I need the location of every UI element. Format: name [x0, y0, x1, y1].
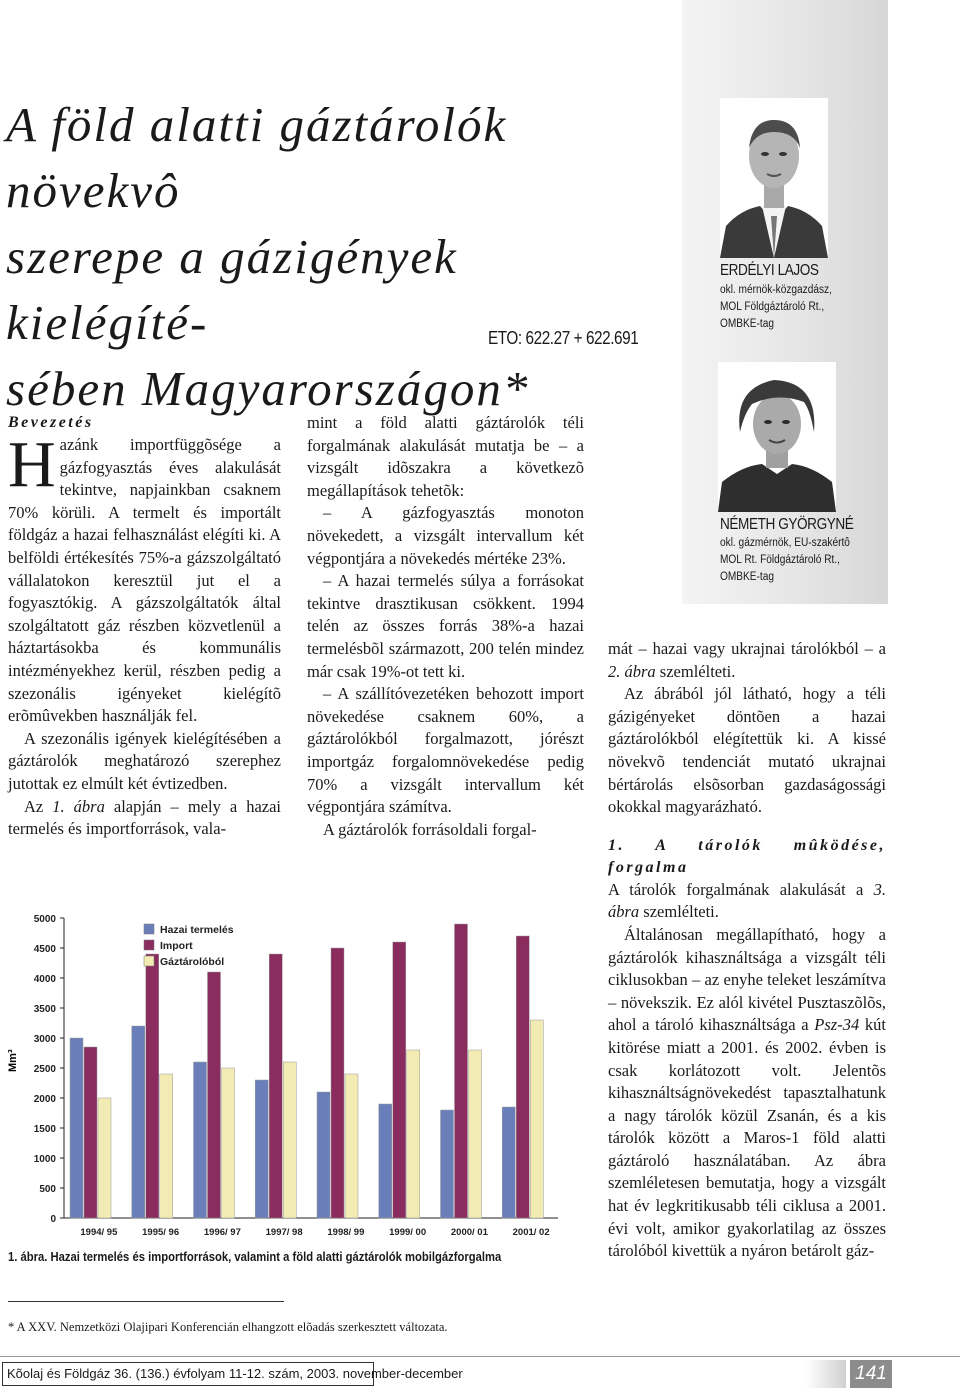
column-1 [8, 412, 281, 841]
author-name: NÉMETH GYÖRGYNÉ [720, 516, 854, 533]
paragraph: – A hazai termelés súlya a forrásokat tekintve drasztikusan csökkent. 1994 telén az összes forrás 38%-a hazai termelésbõl származott, 200 telén mindez már csak 19%-ot tett ki. [307, 571, 584, 681]
x-tick-label: 1997/ 98 [265, 1227, 303, 1238]
paragraph-text: szemlélteti. [639, 902, 719, 922]
author-name: ERDÉLYI LAJOS [720, 262, 819, 279]
bar-hazai-termeles [317, 1092, 330, 1218]
paragraph [608, 879, 886, 924]
y-tick-label: 4500 [33, 944, 56, 955]
bar-import [208, 972, 221, 1218]
bar-gaztarolobol [222, 1068, 235, 1218]
paragraph: – A szállítóvezetéken behozott import növekedése csaknem 60%, a gáztárolókból forgalmazott, jórészt importgáz forgalomnövekedése pedig 70% a vizsgált intervallum két végpontjára számítva. [307, 684, 584, 817]
figure-reference: 3. ábra [608, 879, 886, 922]
legend-label: Hazai termelés [160, 924, 234, 936]
page-stripe [806, 1360, 846, 1388]
y-tick-label: 2000 [33, 1094, 56, 1105]
bar-import [455, 924, 468, 1218]
bar-import [393, 942, 406, 1218]
section-heading: 1. A tárolók mûködése, forgalma [608, 836, 886, 876]
y-tick-label: 1500 [33, 1124, 56, 1135]
chart-bars [70, 924, 543, 1218]
page-number: 141 [850, 1360, 892, 1388]
x-tick-label: 2001/ 02 [512, 1227, 550, 1238]
bar-import [146, 954, 159, 1218]
column-2 [307, 412, 584, 841]
paragraph [608, 924, 886, 1263]
paragraph [8, 428, 281, 728]
paragraph-text: Általánosan megállapítható, hogy a gáztárolók kihasználtsága a vizsgált téli ciklusokban – az enyhe teleket leszámítva – növekszik. Ez alól kivétel Pusztaszõlõs, ahol a tároló kihasználtsága a [608, 924, 886, 1035]
y-tick-label: 500 [39, 1184, 56, 1195]
drop-cap: H [8, 428, 56, 501]
legend-swatch [144, 924, 154, 934]
author-sidebar [682, 0, 888, 604]
y-tick-label: 5000 [33, 914, 56, 925]
author-detail: MOL Földgáztároló Rt., [720, 301, 825, 313]
footnote: * A XXV. Nemzetközi Olajipari Konferencián elhangzott elõadás szerkesztett változata. [8, 1320, 448, 1334]
bar-hazai-termeles [132, 1026, 145, 1218]
journal-footer: Kõolaj és Földgáz 36. (136.) évfolyam 11-12. szám, 2003. november-december [2, 1362, 374, 1386]
x-tick-label: 1994/ 95 [80, 1227, 118, 1238]
paragraph [8, 796, 281, 841]
paragraph-text: Az [24, 796, 53, 816]
legend-swatch [144, 940, 154, 950]
x-tick-label: 1998/ 99 [327, 1227, 365, 1238]
paragraph [608, 638, 886, 683]
bar-hazai-termeles [441, 1110, 454, 1218]
paragraph: A gáztárolók forrásoldali forgal- [323, 819, 537, 839]
x-tick-label: 1999/ 00 [389, 1227, 427, 1238]
bar-hazai-termeles [194, 1062, 207, 1218]
paragraph-text: A tárolók forgalmának alakulását a [608, 879, 874, 899]
legend-label: Gáztárolóból [160, 956, 225, 968]
author-detail: MOL Rt. Földgáztároló Rt., [720, 554, 840, 566]
paragraph: A szezonális igények kielégítésében a gáztárolók meghatározó szerephez jutottak ez elmúlt két évtizedben. [8, 728, 281, 793]
y-tick-label: 0 [50, 1214, 56, 1225]
bar-hazai-termeles [379, 1104, 392, 1218]
paragraph: mint a föld alatti gáztárolók téli forgalmának alakulását mutatja be – a vizsgált idõszakra a következõ megállapítások tehetõk: [307, 413, 584, 500]
bar-gaztarolobol [407, 1050, 420, 1218]
bar-gaztarolobol [345, 1074, 358, 1218]
y-tick-label: 4000 [33, 974, 56, 985]
bottom-rule [0, 1356, 960, 1357]
bar-import [84, 1047, 97, 1218]
title-line: A föld alatti gáztárolók növekvô [6, 97, 508, 218]
footnote-rule [8, 1301, 284, 1302]
x-tick-label: 1995/ 96 [142, 1227, 180, 1238]
bar-gaztarolobol [530, 1020, 543, 1218]
bar-gaztarolobol [98, 1098, 111, 1218]
bar-gaztarolobol [283, 1062, 296, 1218]
paragraph-text: kút kitörése miatt a 2001. és 2002. évben is csak korlátozott volt. Jelentõs kihasználtságnövekedést tapasztalhatunk a nagy tárolók közül Zsanán, és a kis tárolók között a Maros-1 föld alatti gáztároló használatában. Az ábra szemléletesen bemutatja, hogy a vizsgált hat év legkritikusabb téli ciklusa a 2001. évi volt, amikor gyakorlatilag az összes tárolóból kivettük a nyáron betárolt gáz- [608, 1015, 886, 1261]
paragraph: – A gázfogyasztás monoton növekedett, a vizsgált intervallum két végpontjára a növekedés mértéke 23%. [307, 503, 584, 568]
bar-import [516, 936, 529, 1218]
bar-gaztarolobol [160, 1074, 173, 1218]
bar-hazai-termeles [255, 1080, 268, 1218]
y-axis-label: Mm³ [7, 1049, 19, 1072]
y-tick-label: 3500 [33, 1004, 56, 1015]
paragraph-text: azánk importfüggõsége a gázfogyasztás éves alakulását tekintve, napjainkban csaknem 70% körüli. A termelt és importált földgáz a hazai felhasználást elégíti ki. A belföldi értékesítés 75%-a gázszolgáltató vállalatokon keresztül jut el a fogyasztókig. A gázszolgáltatók által szolgáltatott gáz részben közvetlenül a háztartásokba és kommunális intézményekhez kerül, részben pedig a szezonális igényeket kielégítõ erõmûvekben használják fel. [8, 435, 281, 726]
title-line: sében Magyarországon* [6, 361, 530, 416]
bar-hazai-termeles [502, 1107, 515, 1218]
y-tick-label: 1000 [33, 1154, 56, 1165]
figure-reference: 1. ábra [52, 796, 105, 816]
y-tick-label: 3000 [33, 1034, 56, 1045]
bar-gaztarolobol [469, 1050, 482, 1218]
bar-hazai-termeles [70, 1038, 83, 1218]
legend-label: Import [160, 940, 193, 952]
bar-import [331, 948, 344, 1218]
author-detail: OMBKE-tag [720, 318, 774, 330]
paragraph-text: mát – hazai vagy ukrajnai tárolókból – a [608, 639, 886, 658]
author-detail: OMBKE-tag [720, 571, 774, 583]
eto-code: ETO: 622.27 + 622.691 [488, 328, 639, 348]
author-detail: okl. gázmérnök, EU-szakértô [720, 537, 850, 549]
portrait-icon [720, 98, 828, 258]
title-line: szerepe a gázigények kielégíté- [6, 229, 458, 350]
legend-swatch [144, 956, 154, 966]
figure-reference: 2. ábra [608, 661, 656, 681]
bar-chart [0, 900, 590, 1245]
section-heading: Bevezetés [8, 414, 94, 431]
paragraph-text: szemlélteti. [655, 661, 736, 681]
portrait-icon [718, 362, 836, 512]
bar-import [269, 954, 282, 1218]
paragraph: Az ábrából jól látható, hogy a téli gázigényeket döntõen a hazai gáztárolókból elégítettük ki. A kissé növekvõ tendenciát mutató ukrajnai bértárolás elsõsorban gazdaságossági okokkal magyarázható. [608, 684, 886, 817]
x-tick-label: 1996/ 97 [203, 1227, 241, 1238]
column-3 [608, 638, 886, 1263]
x-tick-label: 2000/ 01 [450, 1227, 488, 1238]
author-detail: okl. mérnök-közgazdász, [720, 284, 832, 296]
author-photo-2 [718, 362, 836, 512]
y-tick-label: 2500 [33, 1064, 56, 1075]
figure-caption: 1. ábra. Hazai termelés és importforrások, valamint a föld alatti gáztárolók mobilgázforgalma [8, 1250, 502, 1264]
author-photo-1 [720, 98, 828, 258]
paragraph-text: alapján – mely a hazai termelés és importforrások, vala- [8, 796, 282, 839]
article-title [6, 92, 606, 422]
well-reference: Psz-34 [814, 1015, 860, 1035]
